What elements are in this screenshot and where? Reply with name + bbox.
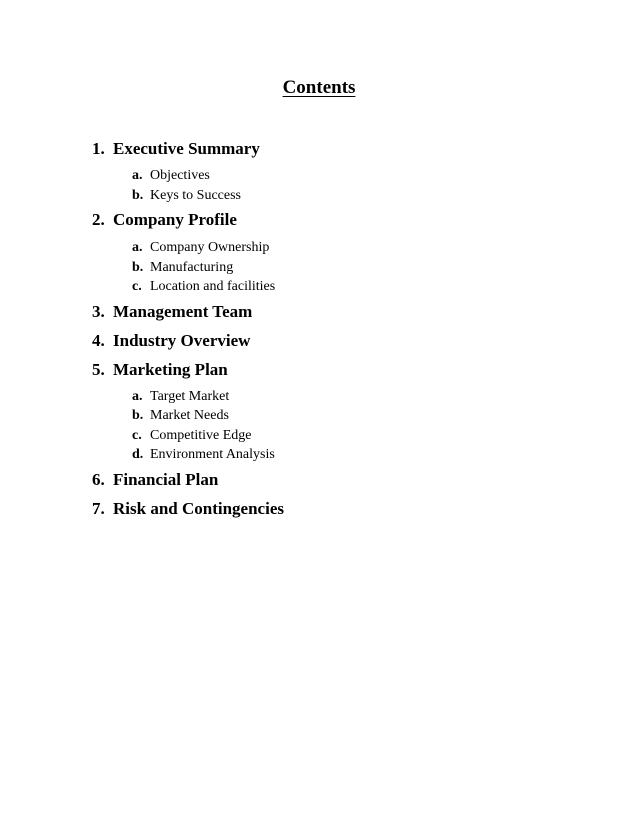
subsection-letter: b. [132, 187, 144, 203]
section-label: Management Team [113, 301, 253, 321]
section-label: Financial Plan [113, 469, 219, 489]
subsection-letter: a. [132, 168, 143, 183]
section-label: Industry Overview [113, 330, 251, 350]
toc-section-heading [92, 138, 592, 160]
subsection-label: Manufacturing [150, 259, 234, 275]
subsection-letter: b. [132, 259, 144, 275]
subsection-label: Company Ownership [150, 240, 270, 255]
toc-subsection [132, 166, 592, 186]
section-number: 2. [92, 210, 105, 229]
toc-section [92, 138, 592, 205]
subsection-letter: a. [132, 240, 143, 255]
toc-section [92, 301, 592, 323]
toc-section-heading [92, 330, 592, 352]
subsection-label: Market Needs [150, 408, 229, 423]
toc-section-heading [92, 469, 592, 491]
toc-subsections [132, 387, 592, 465]
page-title: Contents [282, 77, 356, 98]
section-number: 6. [92, 469, 105, 489]
toc-subsections [132, 166, 592, 205]
toc-section-heading [92, 498, 592, 520]
toc-section [92, 209, 592, 297]
section-number: 4. [92, 330, 105, 350]
subsection-label: Environment Analysis [150, 447, 275, 462]
toc-section-heading [92, 359, 592, 381]
subsection-letter: d. [132, 447, 144, 462]
subsection-label: Target Market [150, 388, 230, 404]
toc-section [92, 469, 592, 491]
subsection-label: Objectives [150, 168, 210, 183]
toc-subsection [132, 258, 592, 278]
section-number: 5. [92, 359, 105, 379]
toc-subsection [132, 238, 592, 258]
toc-subsection [132, 387, 592, 407]
toc-section [92, 498, 592, 520]
subsection-letter: c. [132, 427, 142, 443]
toc-subsection [132, 426, 592, 446]
section-label: Company Profile [113, 210, 237, 229]
subsection-label: Location and facilities [150, 279, 276, 294]
section-number: 1. [92, 139, 105, 158]
toc-subsection [132, 186, 592, 206]
toc-subsections [132, 238, 592, 297]
toc-section-heading [92, 209, 592, 231]
toc-section [92, 330, 592, 352]
section-label: Marketing Plan [113, 359, 228, 379]
subsection-label: Keys to Success [150, 187, 241, 203]
subsection-label: Competitive Edge [150, 427, 252, 443]
subsection-letter: a. [132, 388, 143, 404]
subsection-letter: c. [132, 279, 142, 294]
subsection-letter: b. [132, 408, 144, 423]
toc-subsection [132, 406, 592, 426]
section-number: 7. [92, 498, 105, 518]
section-number: 3. [92, 301, 105, 321]
toc-subsection [132, 445, 592, 465]
toc-subsection [132, 277, 592, 297]
section-label: Risk and Contingencies [113, 498, 284, 518]
toc-section [92, 359, 592, 465]
toc-section-heading [92, 301, 592, 323]
section-label: Executive Summary [113, 139, 260, 158]
table-of-contents [92, 138, 592, 520]
